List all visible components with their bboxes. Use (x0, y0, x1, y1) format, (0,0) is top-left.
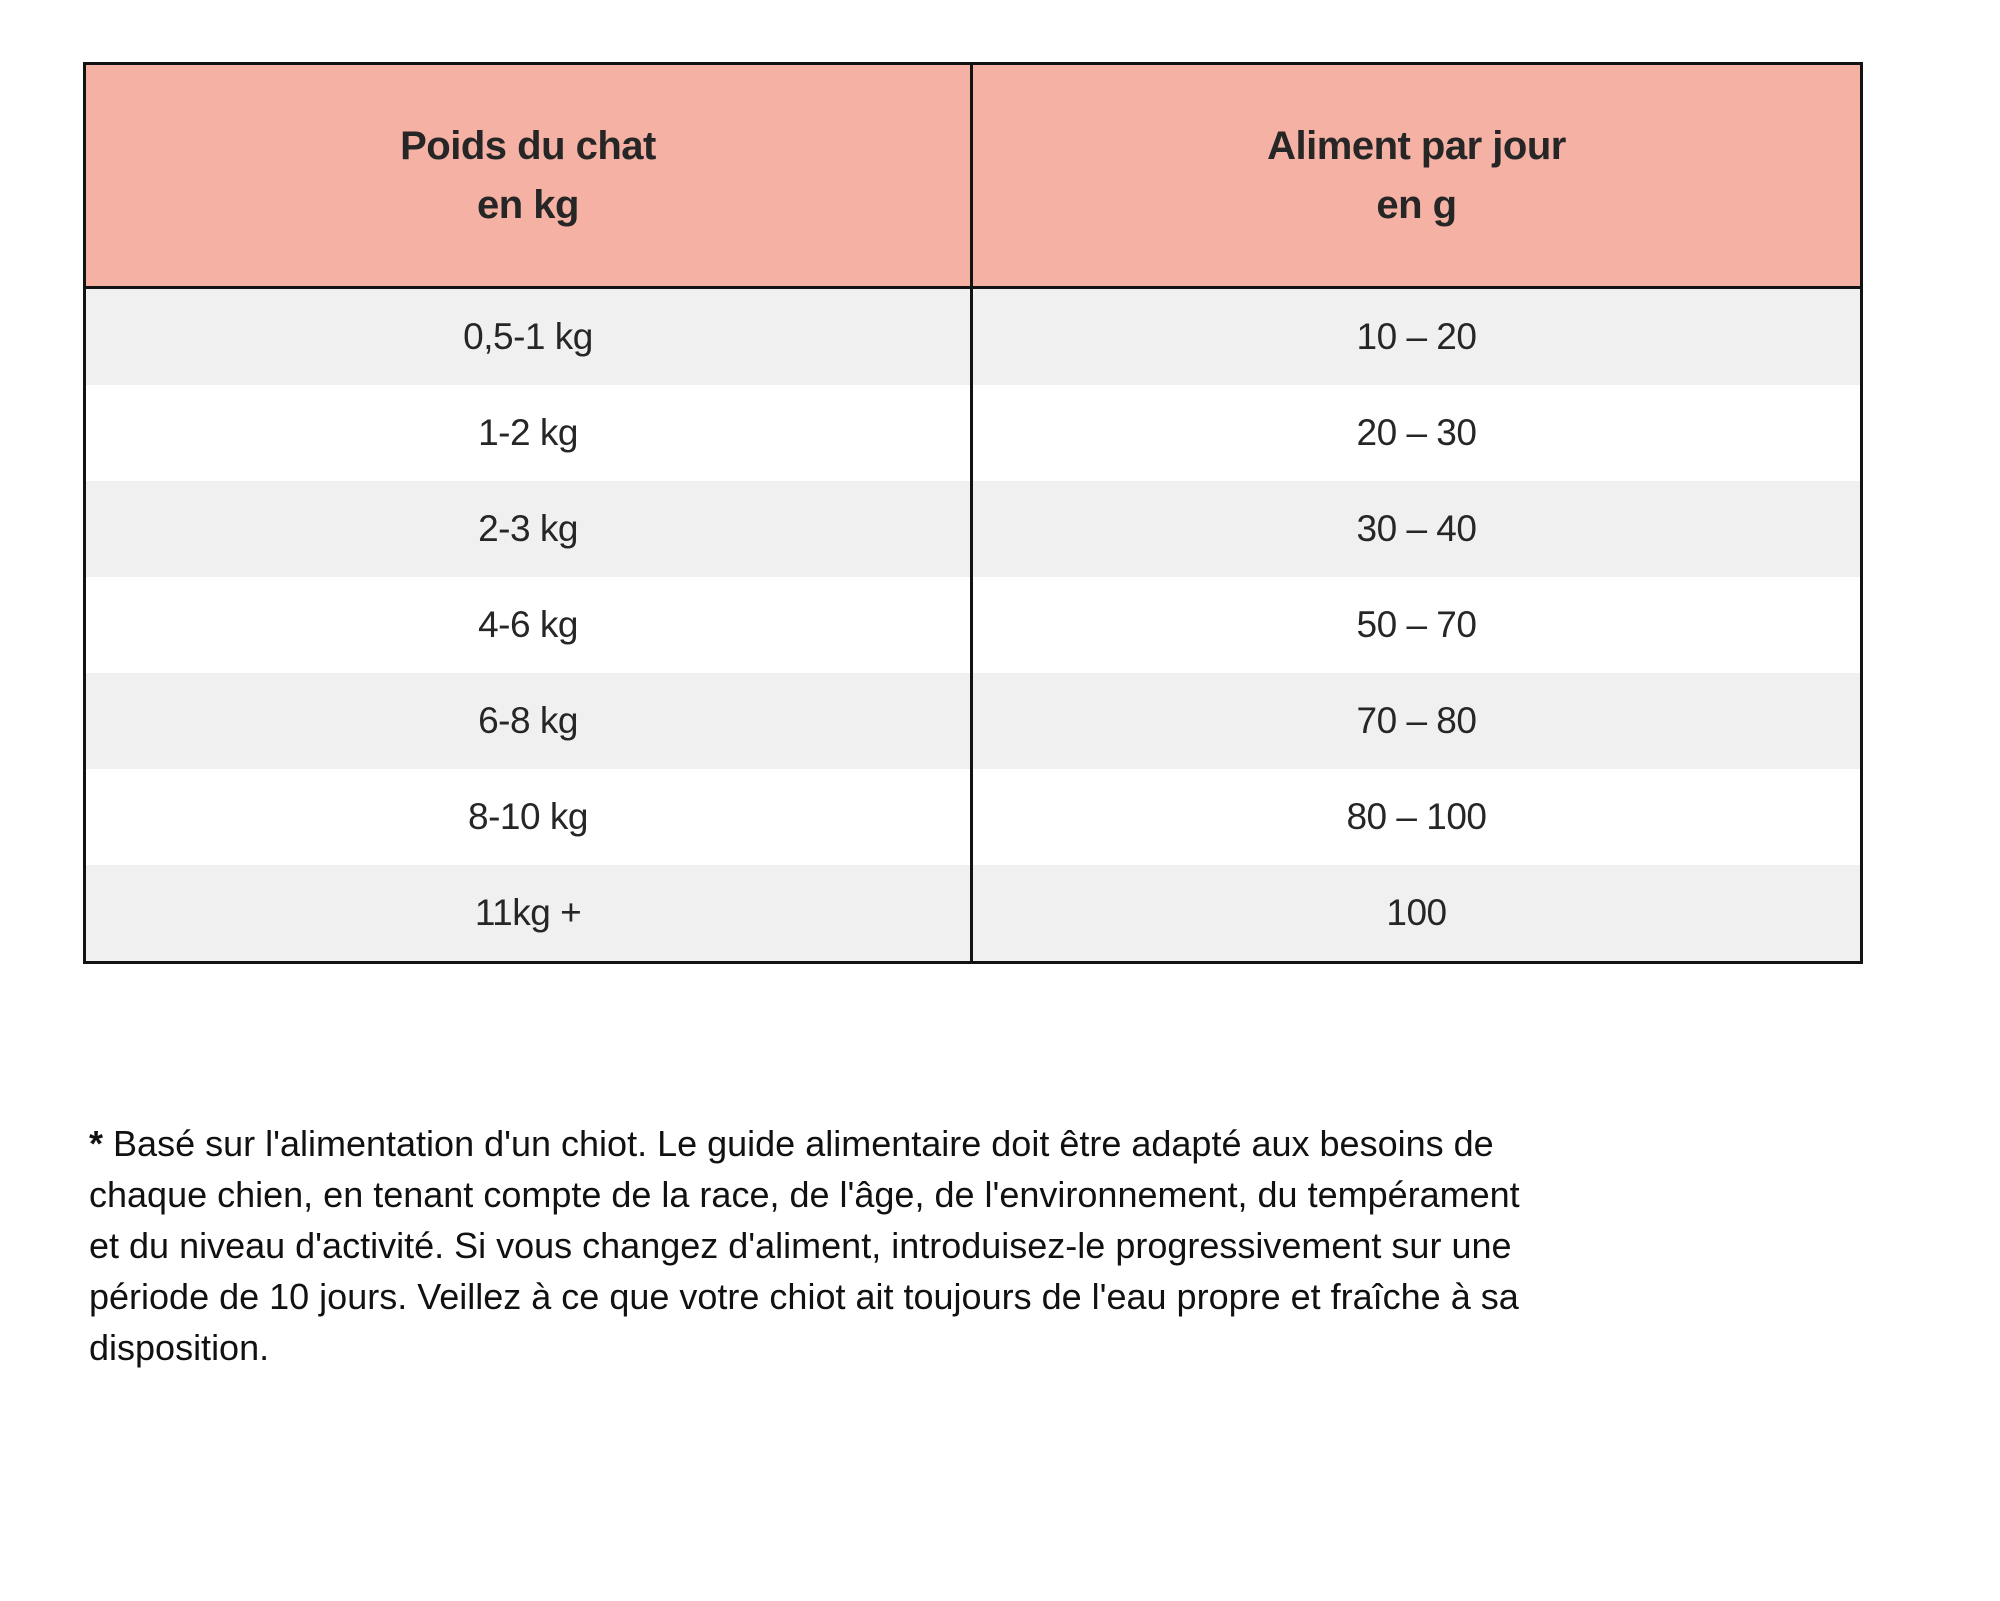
table-row (86, 289, 1860, 385)
footnote (89, 1118, 1919, 1373)
table-row (86, 865, 1860, 961)
weight-cell: 0,5-1 kg (86, 289, 973, 385)
footnote-asterisk: * (89, 1123, 104, 1164)
table-row (86, 577, 1860, 673)
table-body (86, 289, 1860, 961)
table-row (86, 673, 1860, 769)
food-cell: 10 – 20 (1356, 316, 1477, 357)
column-header-food-unit: en g (1376, 182, 1457, 227)
food-cell: 50 – 70 (1356, 604, 1477, 645)
column-header-weight (86, 65, 973, 286)
column-header-weight-unit: en kg (477, 182, 579, 227)
weight-cell: 8-10 kg (86, 769, 973, 865)
table-header-row (86, 65, 1860, 289)
food-cell: 100 (1386, 892, 1447, 933)
footnote-line-text: Basé sur l'alimentation d'un chiot. Le guide alimentaire doit être adapté aux besoins de (113, 1123, 1494, 1164)
food-cell: 20 – 30 (1356, 412, 1477, 453)
weight-cell: 1-2 kg (86, 385, 973, 481)
weight-cell: 6-8 kg (86, 673, 973, 769)
table-row (86, 481, 1860, 577)
feeding-guide-table (83, 62, 1863, 964)
column-header-food-title: Aliment par jour (1267, 123, 1566, 168)
column-header-food (973, 65, 1860, 286)
food-cell: 70 – 80 (1356, 700, 1477, 741)
footnote-line: disposition. (89, 1327, 270, 1368)
footnote-line (89, 1118, 1919, 1169)
footnote-line: et du niveau d'activité. Si vous changez d'aliment, introduisez-le progressivement sur une (89, 1225, 1512, 1266)
footnote-line: période de 10 jours. Veillez à ce que votre chiot ait toujours de l'eau propre et fraîche à sa (89, 1276, 1519, 1317)
footnote-line: chaque chien, en tenant compte de la race, de l'âge, de l'environnement, du tempérament (89, 1174, 1520, 1215)
table-row (86, 769, 1860, 865)
weight-cell: 4-6 kg (86, 577, 973, 673)
food-cell: 80 – 100 (1346, 796, 1487, 837)
weight-cell: 2-3 kg (86, 481, 973, 577)
column-header-weight-title: Poids du chat (400, 123, 656, 168)
food-cell: 30 – 40 (1356, 508, 1477, 549)
weight-cell: 11kg + (86, 865, 973, 961)
table-row (86, 385, 1860, 481)
